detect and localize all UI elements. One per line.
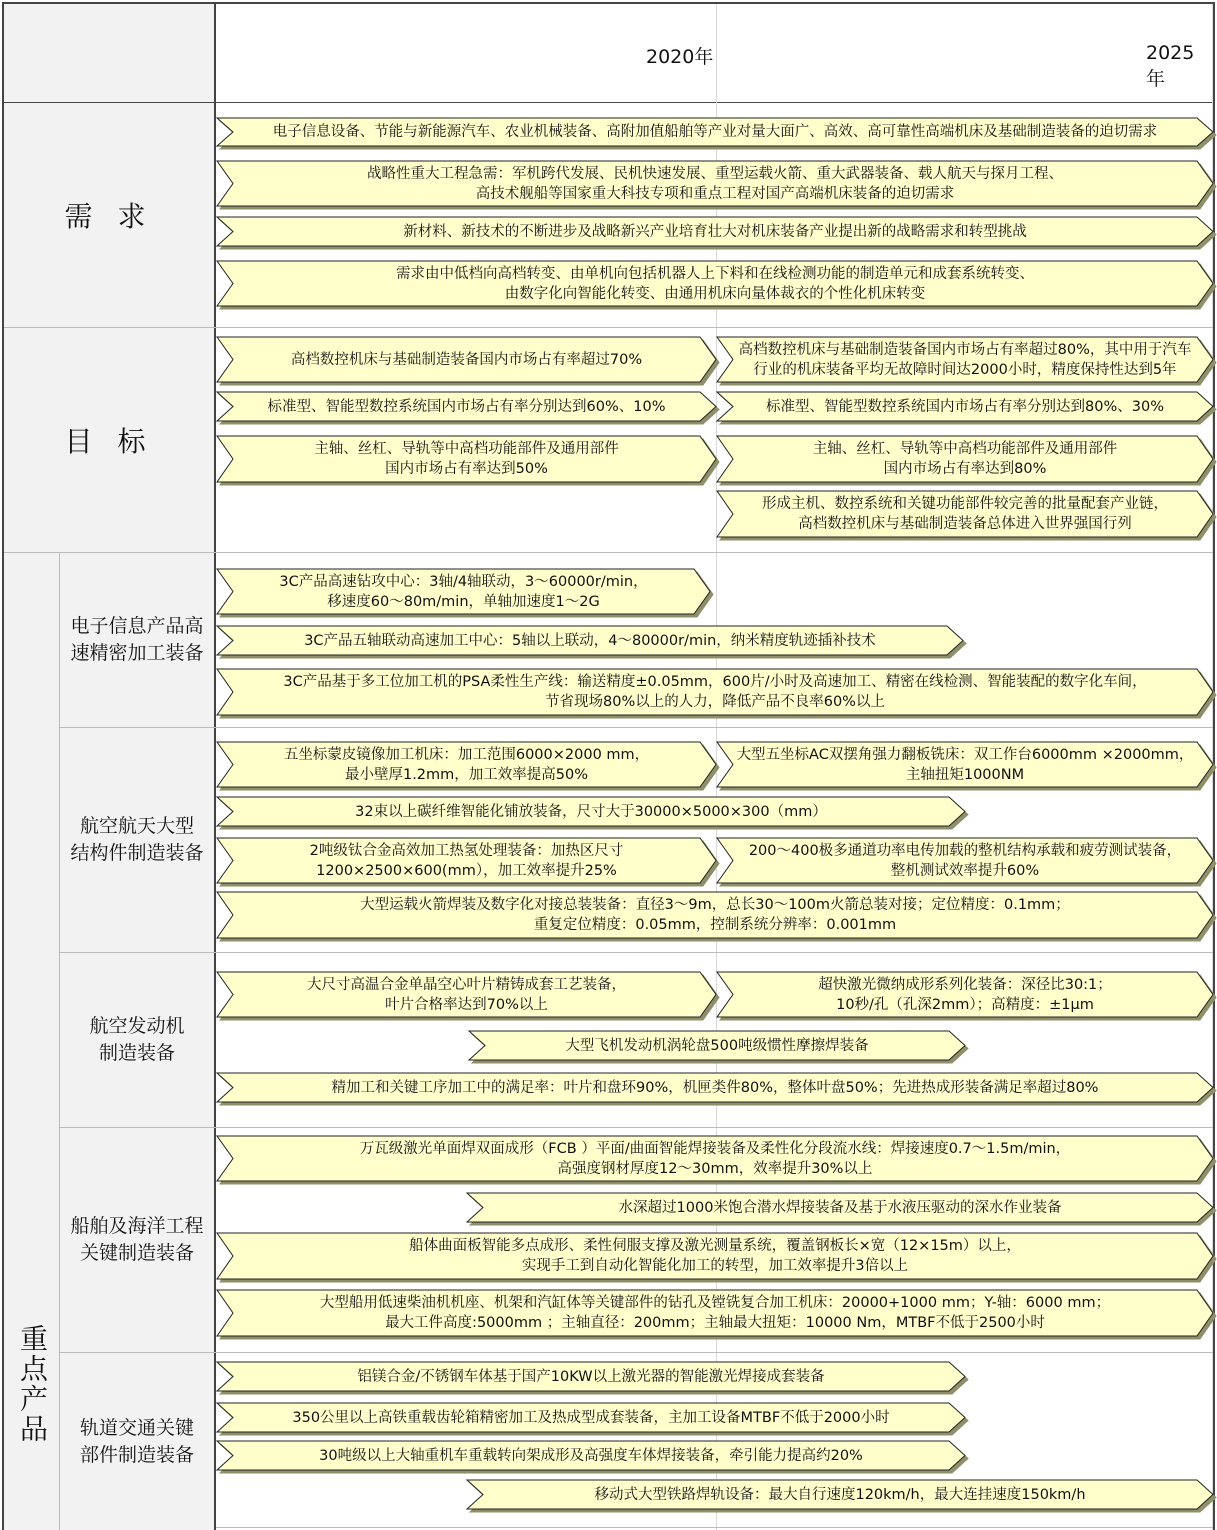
- divider-products-1: [60, 727, 1213, 728]
- roadmap-bar-text: 新材料、新技术的不断进步及战略新兴产业培育壮大对机床装备产业提出新的战略需求和转型挑战: [403, 223, 1027, 240]
- roadmap-bar: [467, 1480, 1213, 1509]
- roadmap-bar-text: 大型船用低速柴油机机座、机架和汽缸体等关键部件的钻孔及镗铣复合加工机床：20000+1000 mm；Y-轴：6000 mm； 最大工件高度:5000mm ；主轴直径：200mm；主轴最大扭矩：10000 Nm，MTBF不低于2500小时: [319, 1295, 1111, 1331]
- category-key-products-label: 重点产品: [16, 1324, 49, 1444]
- roadmap-bar: [217, 742, 716, 787]
- roadmap-bar-text: 大型五坐标AC双摆角强力翻板铣床：双工作台6000mm ×2000mm， 主轴扭矩1000NM: [736, 746, 1194, 783]
- timeline-header: [216, 4, 1213, 102]
- roadmap-bar-text: 电子信息设备、节能与新能源汽车、农业机械装备、高附加值船舶等产业对量大面广、高效、高可靠性高端机床及基础制造装备的迫切需求: [272, 124, 1158, 140]
- roadmap-bar: [217, 1441, 965, 1470]
- divider-products-2: [60, 952, 1213, 953]
- roadmap-bar: [717, 392, 1213, 421]
- roadmap-bar-text: 大型飞机发动机涡轮盘500吨级惯性摩擦焊装备: [565, 1037, 869, 1054]
- roadmap-bar: [217, 161, 1213, 206]
- roadmap-bar-text: 高档数控机床与基础制造装备国内市场占有率超过70%: [290, 351, 643, 368]
- roadmap-bar: [217, 1073, 1213, 1102]
- roadmap-bar: [217, 1362, 965, 1391]
- roadmap-bar: [717, 337, 1213, 382]
- roadmap-bar: [717, 742, 1213, 787]
- category-key-products: [4, 553, 60, 1530]
- roadmap-bar-text: 2吨级钛合金高效加工热氢处理装备：加热区尺寸 1200×2500×600(mm），加工效率提升25%: [309, 842, 624, 879]
- divider-products-4: [60, 1352, 1213, 1353]
- category-demand: [4, 103, 216, 327]
- roadmap-bar: [217, 261, 1213, 306]
- roadmap-bar-text: 高档数控机床与基础制造装备国内市场占有率超过80%，其中用于汽车 行业的机床装备平均无故障时间达2000小时，精度保持性达到5年: [738, 341, 1192, 378]
- roadmap-bar-text: 船体曲面板智能多点成形、柔性伺服支撑及激光测量系统，覆盖钢板长×宽（12×15m）以上， 实现手工到自动化智能化加工的转型，加工效率提升3倍以上: [409, 1238, 1021, 1274]
- subcategory-aeroengine: 航空发动机 制造装备: [60, 953, 216, 1127]
- roadmap-bar-text: 标准型、智能型数控系统国内市场占有率分别达到60%、10%: [267, 398, 666, 415]
- roadmap-bar-text: 需求由中低档向高档转变、由单机向包括机器人上下料和在线检测功能的制造单元和成套系统转变、 由数字化向智能化转变、由通用机床向量体裁衣的个性化机床转变: [396, 265, 1034, 302]
- roadmap-bar: [217, 569, 710, 614]
- roadmap-bar-text: 大型运载火箭焊装及数字化对接总装装备：直径3～9m，总长30～100m火箭总装对接；定位精度：0.1mm； 重复定位精度：0.05mm，控制系统分辨率：0.001mm: [360, 897, 1070, 933]
- roadmap-bar: [717, 972, 1213, 1017]
- roadmap-bar: [217, 436, 716, 482]
- roadmap-bar-text: 32束以上碳纤维智能化铺放装备，尺寸大于30000×5000×300（mm）: [355, 803, 827, 820]
- roadmap-bar: [217, 669, 1213, 715]
- roadmap-bar: [217, 392, 716, 421]
- roadmap-bar-text: 3C产品基于多工位加工机的PSA柔性生产线：输送精度±0.05mm，600片/小时及高速加工、精密在线检测、智能装配的数字化车间， 节省现场80%以上的人力，降低产品不良率60%以上: [283, 674, 1147, 710]
- year-2020-label: 2020年: [646, 46, 714, 68]
- subcategory-aerospace: 航空航天大型 结构件制造装备: [60, 728, 216, 952]
- roadmap-bar: [717, 838, 1213, 883]
- roadmap-bar: [217, 1290, 1213, 1336]
- roadmap-bar: [217, 118, 1213, 146]
- roadmap-bar-text: 30吨级以上大轴重机车重载转向架成形及高强度车体焊接装备，牵引能力提高约20%: [319, 1447, 863, 1464]
- roadmap-bar-text: 精加工和关键工序加工中的满足率：叶片和盘环90%，机匣类件80%，整体叶盘50%；先进热成形装备满足率超过80%: [331, 1079, 1099, 1096]
- subcategory-marine: 船舶及海洋工程 关键制造装备: [60, 1128, 216, 1352]
- category-target-label: 目 标: [64, 425, 154, 458]
- roadmap-bar-text: 350公里以上高铁重载齿轮箱精密加工及热成型成套装备，主加工设备MTBF不低于2000小时: [292, 1409, 890, 1426]
- roadmap-bar-text: 3C产品高速钻攻中心：3轴/4轴联动，3～60000r/min， 移速度60～80m/min，单轴加速度1～2G: [279, 573, 648, 610]
- roadmap-bar-text: 大尺寸高温合金单晶空心叶片精铸成套工艺装备， 叶片合格率达到70%以上: [307, 976, 626, 1013]
- roadmap-bar-text: 形成主机、数控系统和关键功能部件较完善的批量配套产业链， 高档数控机床与基础制造装备总体进入世界强国行列: [762, 496, 1168, 532]
- year-2025-label: 2025年: [1146, 42, 1195, 90]
- roadmap-bar-text: 万瓦级激光单面焊双面成形（FCB ）平面/曲面智能焊接装备及柔性化分段流水线：焊接速度0.7～1.5m/min， 高强度钢材厚度12～30mm，效率提升30%以上: [359, 1140, 1071, 1177]
- roadmap-bar-text: 移动式大型铁路焊轨设备：最大自行速度120km/h，最大连挂速度150km/h: [594, 1486, 1086, 1503]
- divider-products-3: [60, 1127, 1213, 1128]
- roadmap-bar: [217, 1136, 1213, 1181]
- roadmap-bar: [217, 337, 716, 382]
- roadmap-bar: [217, 626, 963, 655]
- roadmap-bar-text: 铝镁合金/不锈钢车体基于国产10KW以上激光器的智能激光焊接成套装备: [357, 1368, 825, 1385]
- roadmap-bar-text: 五坐标蒙皮镜像加工机床：加工范围6000×2000 mm， 最小壁厚1.2mm，加工效率提高50%: [283, 746, 650, 783]
- divider-products-5: [60, 1527, 1213, 1528]
- roadmap-bar-text: 3C产品五轴联动高速加工中心：5轴以上联动，4～80000r/min，纳米精度轨迹插补技术: [304, 632, 876, 649]
- roadmap-bar: [217, 1403, 965, 1432]
- roadmap-bar: [217, 892, 1213, 938]
- roadmap-bar: [217, 1233, 1213, 1279]
- category-target: [4, 328, 216, 552]
- roadmap-bar-text: 超快激光微纳成形系列化装备：深径比30:1； 10秒/孔（孔深2mm）；高精度：±1μm: [818, 976, 1112, 1013]
- roadmap-bar-text: 主轴、丝杠、导轨等中高档功能部件及通用部件 国内市场占有率达到50%: [314, 441, 619, 477]
- roadmap-bar-text: 标准型、智能型数控系统国内市场占有率分别达到80%、30%: [766, 398, 1164, 415]
- roadmap-bar: [469, 1031, 965, 1060]
- roadmap-bar: [467, 1193, 1213, 1222]
- subcategory-electronics: 电子信息产品高 速精密加工装备: [60, 553, 216, 727]
- roadmap-bar-text: 主轴、丝杠、导轨等中高档功能部件及通用部件 国内市场占有率达到80%: [812, 441, 1118, 477]
- header-corner-cell: [4, 4, 216, 102]
- roadmap-bar-text: 水深超过1000米饱合潜水焊接装备及基于水液压驱动的深水作业装备: [618, 1199, 1062, 1216]
- roadmap-bar-text: 战略性重大工程急需：军机跨代发展、民机快速发展、重型运载火箭、重大武器装备、载人航天与探月工程、 高技术舰船等国家重大科技专项和重点工程对国产高端机床装备的迫切需求: [367, 165, 1063, 202]
- subcategory-rail: 轨道交通关键 部件制造装备: [60, 1353, 216, 1530]
- roadmap-bar-text: 200～400极多通道功率电传加载的整机结构承载和疲劳测试装备， 整机测试效率提升60%: [748, 842, 1182, 879]
- roadmap-bar: [717, 491, 1213, 537]
- roadmap-bar: [217, 972, 716, 1017]
- roadmap-bar: [217, 838, 716, 883]
- roadmap-bar: [217, 217, 1213, 246]
- roadmap-bar: [717, 436, 1213, 482]
- roadmap-bar: [217, 797, 965, 826]
- category-demand-label: 需 求: [64, 200, 154, 233]
